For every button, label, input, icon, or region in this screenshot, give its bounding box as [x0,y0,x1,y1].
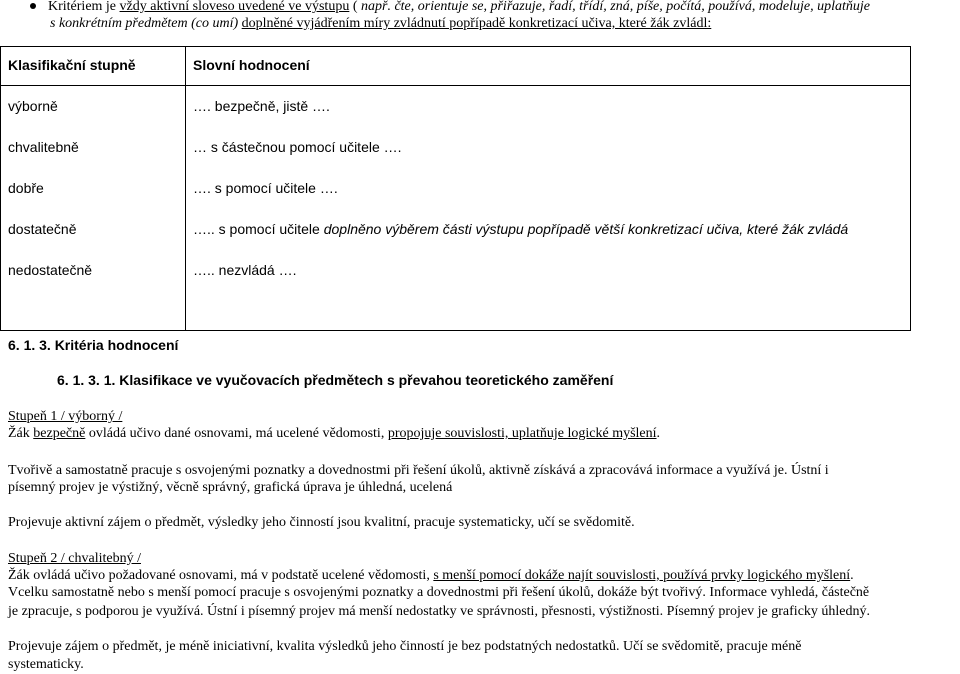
stupen2-p2-line1: Vcelku samostatně nebo s menší pomocí pracuje s osvojenými poznatky a dovednostmi při řešení úkolů, dokáže být tvořivý. Informace vyhledá, částečně [8,585,870,600]
bullet-icon [30,3,36,9]
stupen2-p3-line2: systematicky. [8,657,84,672]
descriptions-cell [186,86,911,331]
grade-item: dostatečně [8,221,77,237]
stupen1-title: Stupeň 1 / výborný / [8,409,123,424]
stupen2-p1: Žák ovládá učivo požadované osnovami, má v podstatě ucelené vědomosti, s menší pomocí dokáže najít souvislosti, používá prvky logického myšlení. [8,568,854,583]
description-item: …. s pomocí učitele …. [193,180,338,196]
stupen1-p3: Projevuje aktivní zájem o předmět, výsledky jeho činností jsou kvalitní, pracuje systematicky, učí se svědomitě. [8,515,635,530]
description-item: … s částečnou pomocí učitele …. [193,139,402,155]
grade-item: chvalitebně [8,139,79,155]
stupen2-p2-line2: je zpracuje, s podporou je využívá. Ústní i písemný projev má menší nedostatky ve správnosti, přesnosti, výstižnosti. Písemný projev je graficky úhledný. [8,604,871,619]
description-item: ….. s pomocí učitele doplněno výběrem části výstupu popřípadě větší konkretizací učiva, které žák zvládá [193,221,849,237]
description-item: …. bezpečně, jistě …. [193,98,330,114]
stupen1-p1: Žák bezpečně ovládá učivo dané osnovami, má ucelené vědomosti, propojuje souvislosti, uplatňuje logické myšlení. [8,426,661,441]
description-item: ….. nezvládá …. [193,262,297,278]
grade-item: výborně [8,98,58,114]
section-heading: 6. 1. 3. Kritéria hodnocení [8,337,179,353]
grade-item: nedostatečně [8,262,93,278]
intro-bullet: Kritériem je vždy aktivní sloveso uvedené ve výstupu ( např. čte, orientuje se, přiřazuje, řadí, třídí, zná, píše, počítá, používá, modeluje, uplatňuje [8,0,958,15]
header-grade: Klasifikační stupně [1,47,186,86]
grade-item: dobře [8,180,44,196]
stupen1-p2-line1: Tvořivě a samostatně pracuje s osvojenými poznatky a dovednostmi při řešení úkolů, aktivně získává a zpracovává informace a využívá je. Ústní i [8,463,829,478]
section-subheading: 6. 1. 3. 1. Klasifikace ve vyučovacích předmětech s převahou teoretického zaměření [57,372,614,388]
table-header-row [1,47,911,86]
header-description: Slovní hodnocení [186,47,911,86]
intro-line2: s konkrétním předmětem (co umí) doplněné vyjádřením míry zvládnutí popřípadě konkretizací učiva, které žák zvládl: [50,16,712,31]
grades-cell [1,86,186,331]
stupen2-p3-line1: Projevuje zájem o předmět, je méně iniciativní, kvalita výsledků jeho činností je bez podstatných nedostatků. Učí se svědomitě, pracuje méně [8,639,802,654]
table-body-row [1,86,911,331]
grading-table [0,46,911,331]
stupen1-p2-line2: písemný projev je výstižný, věcně správný, grafická úprava je úhledná, ucelená [8,480,453,495]
stupen2-title: Stupeň 2 / chvalitebný / [8,551,141,566]
